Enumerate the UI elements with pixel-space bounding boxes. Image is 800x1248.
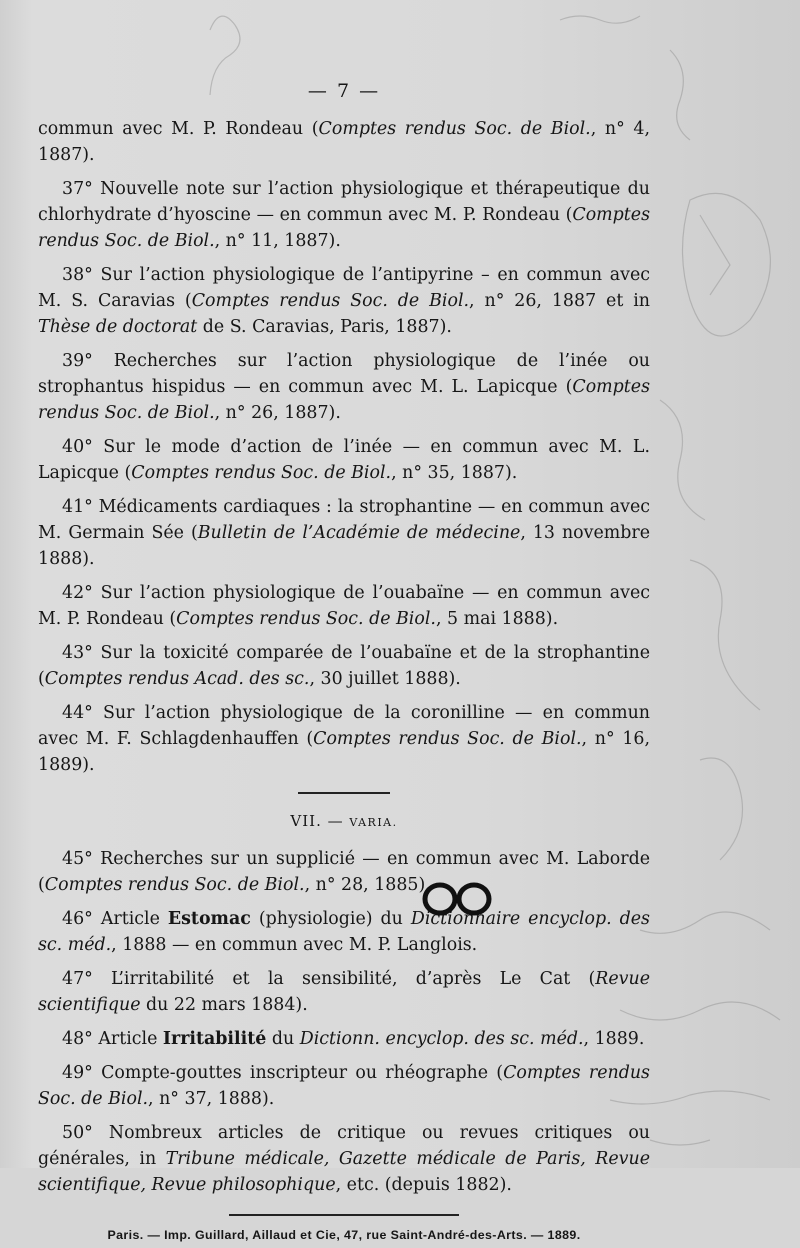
bibliography-entry — [38, 262, 650, 340]
ink-stamp-marks — [418, 880, 496, 918]
entry-text — [38, 1120, 650, 1198]
entry-segment: , n° 26, 1887). — [214, 403, 341, 423]
entry-segment: (physiologie) du — [250, 909, 411, 929]
entry-segment: 44° Sur l’action physiologique de la coronilline — en commun avec M. F. Schlagdenhauffen ( — [38, 703, 650, 749]
entry-text — [38, 700, 650, 778]
entry-italic-segment: Comptes rendus Soc. de Biol. — [318, 119, 591, 139]
entry-segment: 42° Sur l’action physiologique de l’ouabaïne — en commun avec M. P. Rondeau ( — [38, 583, 650, 629]
entry-italic-segment: Comptes rendus Soc. de Biol. — [44, 875, 305, 895]
entry-segment: commun avec M. P. Rondeau ( — [38, 119, 319, 139]
bibliography-entry — [38, 966, 650, 1018]
entry-italic-segment: Comptes rendus Soc. de Biol. — [313, 729, 582, 749]
entry-segment: , n° 16, 1889). — [38, 729, 651, 775]
entry-segment: , 1889. — [583, 1029, 645, 1049]
entry-italic-segment: Comptes rendus Soc. de Biol. — [38, 377, 650, 423]
entry-text — [38, 176, 650, 254]
entry-segment: de S. Caravias, Paris, 1887). — [197, 317, 452, 337]
entry-text — [38, 966, 650, 1018]
bibliography-entry — [38, 906, 650, 958]
bibliography-entry — [38, 434, 650, 486]
entry-text — [38, 906, 650, 958]
entry-segment: 46° Article — [62, 909, 168, 929]
entry-text — [38, 262, 650, 340]
section-separator — [298, 792, 390, 794]
entry-segment: , n° 35, 1887). — [391, 463, 518, 483]
entry-text — [38, 348, 650, 426]
entry-text — [38, 640, 650, 692]
bibliography-entry — [38, 176, 650, 254]
bibliography-entry — [38, 700, 650, 778]
entry-italic-segment: Comptes rendus Acad. des sc. — [44, 669, 310, 689]
entry-segment: 49° Compte-gouttes inscripteur ou rhéographe ( — [62, 1063, 504, 1083]
entry-italic-segment: Comptes rendus Soc. de Biol. — [38, 1063, 650, 1109]
entry-segment: 37° Nouvelle note sur l’action physiologique et thérapeutique du chlorhydrate d’hyoscine — en commun avec M. P. Rondeau ( — [38, 179, 650, 225]
entry-segment: , n° 37, 1888). — [148, 1089, 275, 1109]
entry-text — [38, 1026, 650, 1052]
entry-text — [38, 1060, 650, 1112]
entry-segment: 45° Recherches sur un supplicié — en commun avec M. Laborde ( — [38, 849, 650, 895]
entry-segment: 50° Nombreux articles de critique ou revues critiques ou générales, in — [38, 1123, 650, 1169]
entry-text — [38, 846, 650, 898]
page-body — [38, 76, 650, 1248]
varia-entries-list — [38, 846, 650, 1198]
entry-segment: 47° L’irritabilité et la sensibilité, d’après Le Cat ( — [62, 969, 596, 989]
entry-segment: , etc. (depuis 1882). — [335, 1175, 512, 1195]
entry-italic-segment: Revue scientifique — [38, 969, 650, 1015]
entry-segment: , n° 26, 1887 et in — [469, 291, 651, 311]
bibliography-entry — [38, 640, 650, 692]
entry-italic-segment: Dictionn. encyclop. des sc. méd. — [299, 1029, 584, 1049]
section-heading — [38, 808, 650, 836]
bibliography-entry — [38, 116, 650, 168]
entry-italic-segment: Dictionnaire encyclop. des sc. méd. — [38, 909, 650, 955]
bibliography-entry — [38, 348, 650, 426]
section-numeral: VII. — — [290, 812, 350, 830]
entry-segment: 38° Sur l’action physiologique de l’antipyrine – en commun avec M. S. Caravias ( — [38, 265, 650, 311]
entry-bold-segment: Irritabilité — [162, 1029, 267, 1049]
entry-bold-segment: Estomac — [167, 909, 251, 929]
entry-italic-segment: Comptes rendus Soc. de Biol. — [38, 205, 650, 251]
entry-segment: 43° Sur la toxicité comparée de l’ouabaïne et de la strophantine ( — [38, 643, 650, 689]
entry-segment: 48° Article — [62, 1029, 163, 1049]
footer-rule — [229, 1214, 459, 1216]
entry-segment: du — [266, 1029, 300, 1049]
entry-segment: , 30 juillet 1888). — [309, 669, 461, 689]
entry-italic-segment: Tribune médicale, Gazette médicale de Paris, Revue scientifique, Revue philosophique — [38, 1149, 650, 1195]
entry-italic-segment: Comptes rendus Soc. de Biol. — [131, 463, 392, 483]
entries-list — [38, 116, 650, 778]
entry-text — [38, 580, 650, 632]
bibliography-entry — [38, 580, 650, 632]
entry-text — [38, 116, 650, 168]
entry-text — [38, 434, 650, 486]
entry-segment: , 1888 — en commun avec M. P. Langlois. — [111, 935, 478, 955]
entry-segment: , 5 mai 1888). — [435, 609, 559, 629]
entry-segment: , n° 4, 1887). — [38, 119, 650, 165]
page-number: — 7 — — [307, 80, 381, 102]
entry-segment: 40° Sur le mode d’action de l’inée — en commun avec M. L. Lapicque ( — [38, 437, 650, 483]
bibliography-entry — [38, 1120, 650, 1198]
entry-italic-segment: Comptes rendus Soc. de Biol. — [176, 609, 436, 629]
bibliography-entry — [38, 846, 650, 898]
entry-italic-segment: Bulletin de l’Académie de médecine — [197, 523, 521, 543]
entry-segment: , 13 novembre 1888). — [38, 523, 650, 569]
entry-segment: , n° 11, 1887). — [214, 231, 341, 251]
entry-segment: , n° 28, 1885). — [304, 875, 431, 895]
bibliography-entry — [38, 494, 650, 572]
section-title: VARIA. — [349, 816, 398, 829]
entry-italic-segment: Comptes rendus Soc. de Biol. — [191, 291, 470, 311]
bibliography-entry — [38, 1026, 650, 1052]
entry-segment: du 22 mars 1884). — [140, 995, 308, 1015]
bibliography-entry — [38, 1060, 650, 1112]
entry-text — [38, 494, 650, 572]
entry-italic-segment: Thèse de doctorat — [38, 317, 198, 337]
entry-segment: 41° Médicaments cardiaques : la strophantine — en commun avec M. Germain Sée ( — [38, 497, 650, 543]
imprint-footer: Paris. — Imp. Guillard, Aillaud et Cie, 47, rue Saint-André-des-Arts. — 1889. — [107, 1228, 581, 1242]
entry-segment: 39° Recherches sur l’action physiologique de l’inée ou strophantus hispidus — en commun avec M. L. Lapicque ( — [38, 351, 650, 397]
